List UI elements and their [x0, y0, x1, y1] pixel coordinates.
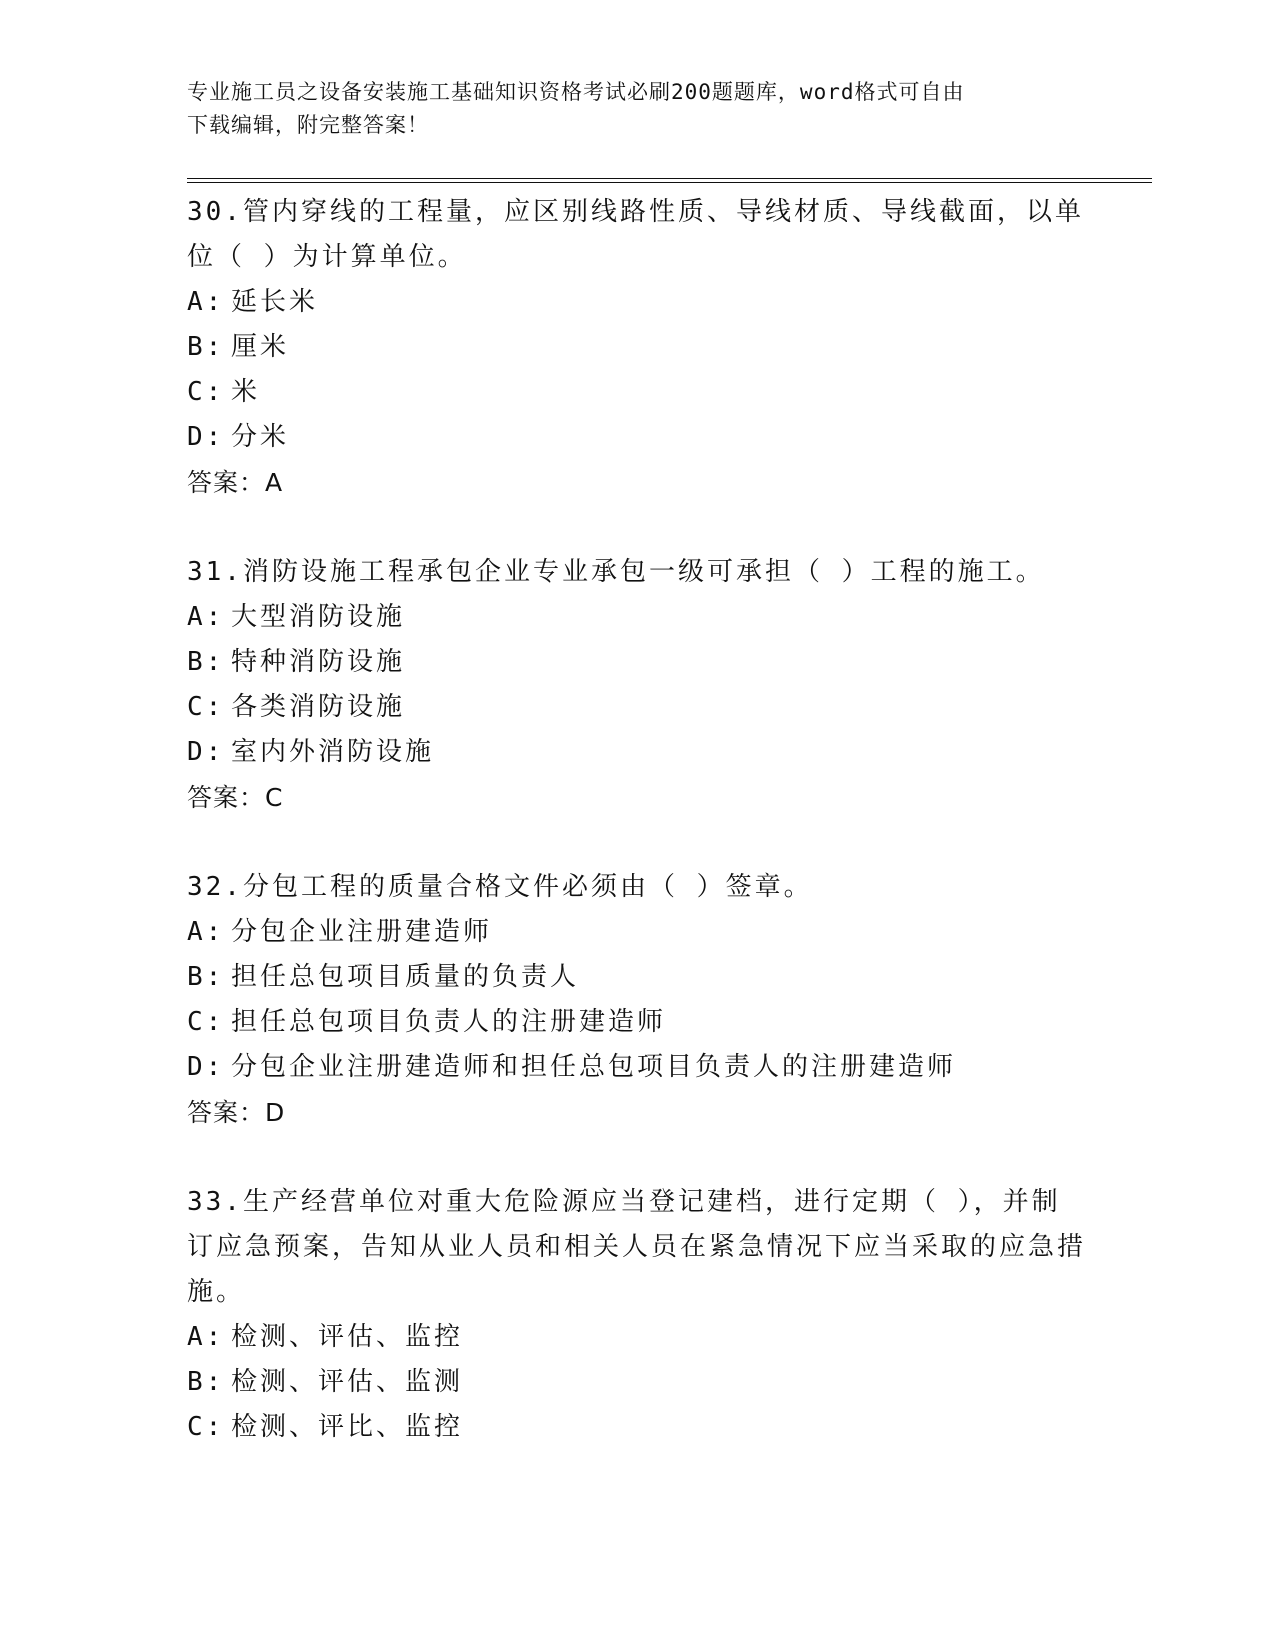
- answer-label: 答案：A: [187, 468, 284, 497]
- option-letter: B:: [187, 647, 225, 677]
- option-letter: A:: [187, 602, 225, 632]
- header-divider-top: [187, 178, 1152, 179]
- question-32: [187, 865, 1087, 1135]
- option-text: 大型消防设施: [231, 602, 406, 632]
- option-text: 延长米: [231, 287, 319, 317]
- option-text: 担任总包项目负责人的注册建造师: [231, 1007, 667, 1037]
- option-letter: A:: [187, 1322, 225, 1352]
- option-letter: C:: [187, 377, 225, 407]
- question-30: [187, 190, 1087, 505]
- option-b: [187, 325, 1087, 370]
- header-title-line-2: 下载编辑，附完整答案！: [187, 113, 429, 137]
- option-c: [187, 370, 1087, 415]
- question-spacer: [187, 820, 1087, 865]
- option-letter: D:: [187, 737, 225, 767]
- header-title-line-1: 专业施工员之设备安装施工基础知识资格考试必刷200题题库，word格式可自由: [187, 80, 965, 104]
- option-letter: C:: [187, 1007, 225, 1037]
- option-c: [187, 1405, 1087, 1450]
- option-letter: D:: [187, 422, 225, 452]
- option-text: 分米: [231, 422, 290, 452]
- question-33: [187, 1180, 1087, 1450]
- option-b: [187, 1360, 1087, 1405]
- option-text: 担任总包项目质量的负责人: [231, 962, 580, 992]
- question-stem: 31.消防设施工程承包企业专业承包一级可承担（ ）工程的施工。: [187, 557, 1045, 587]
- option-text: 分包企业注册建造师和担任总包项目负责人的注册建造师: [231, 1052, 957, 1082]
- question-31: [187, 550, 1087, 820]
- option-text: 检测、评估、监控: [231, 1322, 464, 1352]
- option-b: [187, 955, 1087, 1000]
- option-letter: C:: [187, 692, 225, 722]
- answer-label: 答案：D: [187, 1098, 286, 1127]
- option-c: [187, 1000, 1087, 1045]
- option-a: [187, 595, 1087, 640]
- option-text: 各类消防设施: [231, 692, 406, 722]
- option-text: 室内外消防设施: [231, 737, 435, 767]
- option-text: 米: [231, 377, 261, 407]
- option-a: [187, 1315, 1087, 1360]
- option-a: [187, 910, 1087, 955]
- option-c: [187, 685, 1087, 730]
- question-stem: 30.管内穿线的工程量，应区别线路性质、导线材质、导线截面，以单位（ ）为计算单位。: [187, 197, 1084, 272]
- option-letter: C:: [187, 1412, 225, 1442]
- option-b: [187, 640, 1087, 685]
- option-d: [187, 1045, 1087, 1090]
- option-d: [187, 730, 1087, 775]
- question-stem: 32.分包工程的质量合格文件必须由（ ）签章。: [187, 872, 813, 902]
- option-letter: B:: [187, 1367, 225, 1397]
- document-header: [187, 76, 1067, 142]
- question-spacer: [187, 505, 1087, 550]
- option-text: 特种消防设施: [231, 647, 406, 677]
- answer-label: 答案：C: [187, 783, 284, 812]
- question-spacer: [187, 1135, 1087, 1180]
- option-text: 分包企业注册建造师: [231, 917, 493, 947]
- option-letter: A:: [187, 287, 225, 317]
- option-a: [187, 280, 1087, 325]
- option-letter: B:: [187, 332, 225, 362]
- option-letter: B:: [187, 962, 225, 992]
- option-text: 检测、评比、监控: [231, 1412, 464, 1442]
- option-text: 厘米: [231, 332, 290, 362]
- option-letter: A:: [187, 917, 225, 947]
- question-stem: 33.生产经营单位对重大危险源应当登记建档，进行定期（ ），并制订应急预案，告知从业人员和相关人员在紧急情况下应当采取的应急措施。: [187, 1187, 1087, 1307]
- question-list: [187, 190, 1087, 1450]
- option-letter: D:: [187, 1052, 225, 1082]
- header-divider-bottom: [187, 182, 1152, 183]
- option-d: [187, 415, 1087, 460]
- option-text: 检测、评估、监测: [231, 1367, 464, 1397]
